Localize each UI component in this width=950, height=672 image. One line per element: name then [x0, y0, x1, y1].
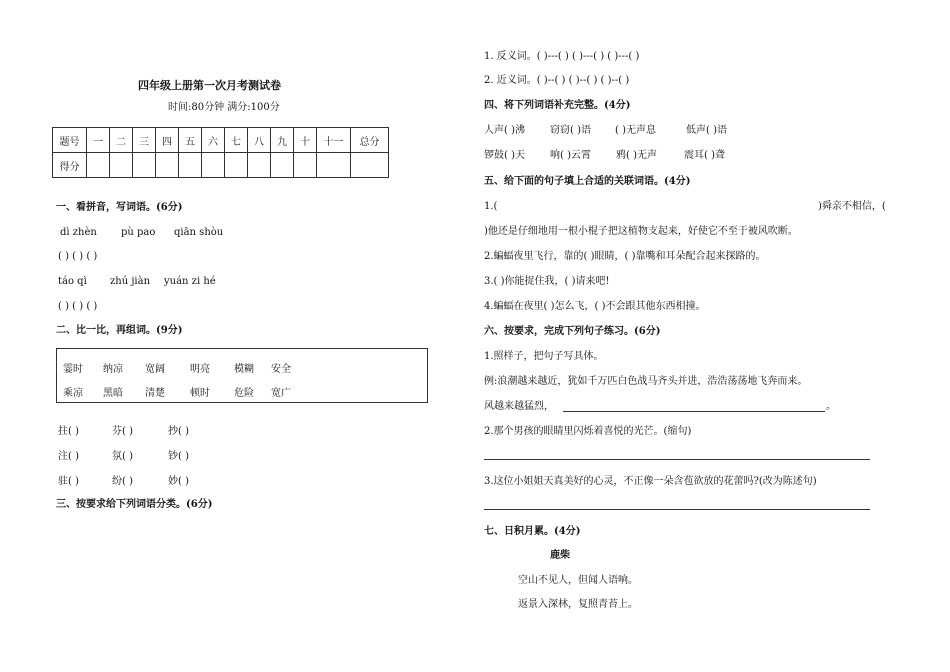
pinyin-item: pù pao: [121, 227, 156, 238]
score-input-cell: [156, 153, 179, 178]
score-cell: 二: [110, 128, 133, 153]
sentence-line: )舜亲不相信，(: [818, 201, 886, 212]
box-word: 明亮: [190, 364, 210, 375]
box-word: 安全: [271, 364, 291, 375]
score-table-header-row: [53, 128, 389, 153]
pinyin-item: zhú jiàn: [110, 276, 151, 287]
poem-line: 空山不见人，但闻人语响。: [518, 575, 638, 586]
score-cell: 十: [294, 128, 317, 153]
answer-line: [484, 459, 870, 460]
exam-time-info: 时间:80分钟 满分:100分: [168, 102, 280, 113]
idiom-item: 响( )云霄: [550, 150, 591, 161]
score-cell: 三: [133, 128, 156, 153]
score-input-cell: [225, 153, 248, 178]
idiom-item: 低声( )语: [686, 125, 727, 136]
score-table-score-row: [53, 153, 389, 178]
compare-item: 拄( ): [58, 426, 79, 437]
exercise-line-end: 。: [826, 401, 836, 412]
idiom-item: 人声( )沸: [484, 125, 525, 136]
score-input-cell: [179, 153, 202, 178]
score-cell: 九: [271, 128, 294, 153]
score-input-cell: [294, 153, 317, 178]
box-word: 霎时: [63, 364, 83, 375]
page-title: 四年级上册第一次月考测试卷: [138, 79, 281, 92]
word-box: [56, 348, 428, 403]
section-2-heading: 二、比一比，再组词。(9分): [56, 325, 183, 336]
poem-title: 鹿柴: [550, 550, 570, 561]
box-word: 乘凉: [63, 388, 83, 399]
compare-item: 芬( ): [112, 426, 133, 437]
box-word: 宽广: [271, 388, 291, 399]
section-6-heading: 六、按要求，完成下列句子练习。(6分): [484, 326, 661, 337]
sentence-line: 1.(: [484, 201, 498, 212]
sentence-line: 4.蝙蝠在夜里( )怎么飞，( )不会跟其他东西相撞。: [484, 301, 706, 312]
score-input-cell: [317, 153, 351, 178]
score-cell: 八: [248, 128, 271, 153]
answer-line: [484, 509, 870, 510]
idiom-item: 鸦( )无声: [616, 150, 657, 161]
box-word: 危险: [234, 388, 254, 399]
compare-item: 妙( ): [168, 476, 189, 487]
synonym-question: 2. 近义词。( )--( ) ( )--( ) ( )--( ): [484, 75, 630, 86]
score-cell: 五: [179, 128, 202, 153]
compare-item: 纷( ): [112, 476, 133, 487]
sentence-line: 3.( )你能捉住我，( )请来吧!: [484, 276, 610, 287]
sentence-line: 2.蝙蝠夜里飞行，靠的( )眼睛，( )靠嘴和耳朵配合起来探路的。: [484, 251, 766, 262]
score-cell: 总分: [351, 128, 389, 153]
section-7-heading: 七、日积月累。(4分): [484, 526, 581, 537]
exercise-line: 1.照样子，把句子写具体。: [484, 351, 604, 362]
pinyin-item: dì zhèn: [60, 227, 97, 238]
exercise-line: 风越来越猛烈，: [484, 401, 554, 412]
antonym-question: 1. 反义词。( )---( ) ( )---( ) ( )---( ): [484, 51, 640, 62]
score-input-cell: [87, 153, 110, 178]
score-input-cell: [271, 153, 294, 178]
section-3-heading: 三、按要求给下列词语分类。(6分): [56, 499, 213, 510]
answer-blanks: ( ) ( ) ( ): [58, 251, 98, 262]
pinyin-item: qiān shòu: [174, 227, 224, 238]
section-5-heading: 五、给下面的句子填上合适的关联词语。(4分): [484, 176, 691, 187]
compare-item: 注( ): [58, 451, 79, 462]
score-input-cell: [248, 153, 271, 178]
pinyin-item: yuán zi hé: [164, 276, 216, 287]
box-word: 纳凉: [103, 364, 123, 375]
section-1-heading: 一、看拼音，写词语。(6分): [56, 202, 183, 213]
box-word: 黑暗: [103, 388, 123, 399]
idiom-item: 震耳( )聋: [684, 150, 725, 161]
poem-line: 返景入深林，复照青苔上。: [518, 599, 638, 610]
score-input-cell: [202, 153, 225, 178]
score-cell: 得分: [53, 153, 87, 178]
score-table: [52, 127, 389, 178]
box-word: 顿时: [190, 388, 210, 399]
compare-item: 氛( ): [112, 451, 133, 462]
score-cell: 一: [87, 128, 110, 153]
exercise-line: 2.那个男孩的眼睛里闪烁着喜悦的光芒。(缩句): [484, 426, 692, 437]
score-cell: 十一: [317, 128, 351, 153]
score-cell: 题号: [53, 128, 87, 153]
compare-item: 钞( ): [168, 451, 189, 462]
idiom-item: 锣鼓( )天: [484, 150, 525, 161]
exercise-line: 3.这位小姐姐天真美好的心灵，不正像一朵含苞欲放的花蕾吗?(改为陈述句): [484, 476, 817, 487]
score-input-cell: [351, 153, 389, 178]
score-cell: 六: [202, 128, 225, 153]
sentence-line: )他还是仔细地用一根小棍子把这植物支起来，好使它不至于被风吹断。: [484, 226, 798, 237]
score-cell: 七: [225, 128, 248, 153]
score-input-cell: [110, 153, 133, 178]
score-input-cell: [133, 153, 156, 178]
compare-item: 驻( ): [58, 476, 79, 487]
box-word: 清楚: [145, 388, 165, 399]
example-sentence: 例:浪潮越来越近，犹如千万匹白色战马齐头并进，浩浩荡荡地飞奔而来。: [484, 376, 808, 387]
answer-line: [563, 411, 825, 412]
idiom-item: ( )无声息: [615, 125, 656, 136]
score-cell: 四: [156, 128, 179, 153]
box-word: 宽阔: [145, 364, 165, 375]
box-word: 模糊: [234, 364, 254, 375]
pinyin-item: táo qì: [58, 276, 87, 287]
idiom-item: 窃窃( )语: [550, 125, 591, 136]
section-4-heading: 四、将下列词语补充完整。(4分): [484, 100, 631, 111]
compare-item: 抄( ): [168, 426, 189, 437]
answer-blanks: ( ) ( ) ( ): [58, 301, 98, 312]
